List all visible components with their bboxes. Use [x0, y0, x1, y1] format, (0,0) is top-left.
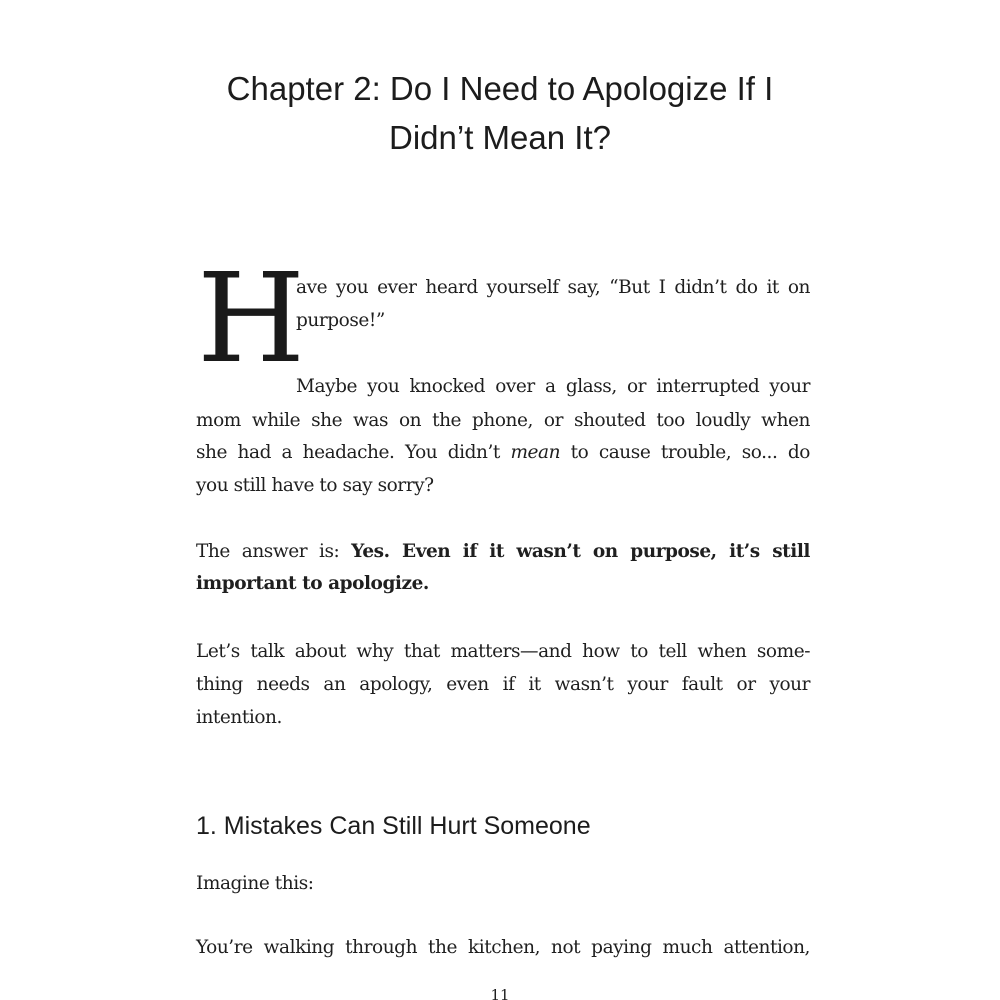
chapter-title-line-1: Chapter 2: Do I Need to Apologize If I	[226, 70, 774, 107]
intro-line-2: purpose!”	[296, 310, 385, 331]
paragraph-2-line-3	[196, 436, 810, 469]
paragraph-2-line-3-end: to cause trouble, so... do	[560, 442, 810, 463]
paragraph-2-line-4: you still have to say sorry?	[196, 475, 434, 496]
paragraph-3-line-1	[196, 535, 810, 568]
intro-line-1: ave you ever heard yourself say, “But I didn’t do it on	[296, 277, 810, 298]
drop-cap: H	[197, 247, 306, 391]
paragraph-4-line-2: thing needs an apology, even if it wasn’t your fault or your	[196, 674, 810, 695]
page-number: 11	[490, 986, 510, 1000]
paragraph-3-bold-2: important to apologize.	[196, 573, 429, 594]
paragraph-3-bold-1: Yes. Even if it wasn’t on purpose, it’s still	[351, 541, 810, 562]
chapter-title-line-2: Didn’t Mean It?	[389, 119, 611, 156]
paragraph-2-line-1: Maybe you knocked over a glass, or interrupted your	[296, 376, 810, 397]
paragraph-3-lead: The answer is:	[196, 541, 352, 562]
paragraph-2-line-3-start: she had a headache. You didn’t	[196, 442, 511, 463]
chapter-title	[150, 64, 850, 162]
paragraph-4-line-3: intention.	[196, 707, 282, 728]
emphasis-mean: mean	[510, 442, 561, 463]
section-1-line-1: Imagine this:	[196, 873, 314, 894]
paragraph-3-line-2	[196, 567, 429, 600]
paragraph-4-line-1: Let’s talk about why that matters—and how to tell when some-	[196, 641, 810, 662]
paragraph-2-line-2: mom while she was on the phone, or shouted too loudly when	[196, 410, 810, 431]
section-heading: 1. Mistakes Can Still Hurt Someone	[196, 812, 591, 840]
section-1-line-2: You’re walking through the kitchen, not paying much attention,	[196, 937, 810, 958]
